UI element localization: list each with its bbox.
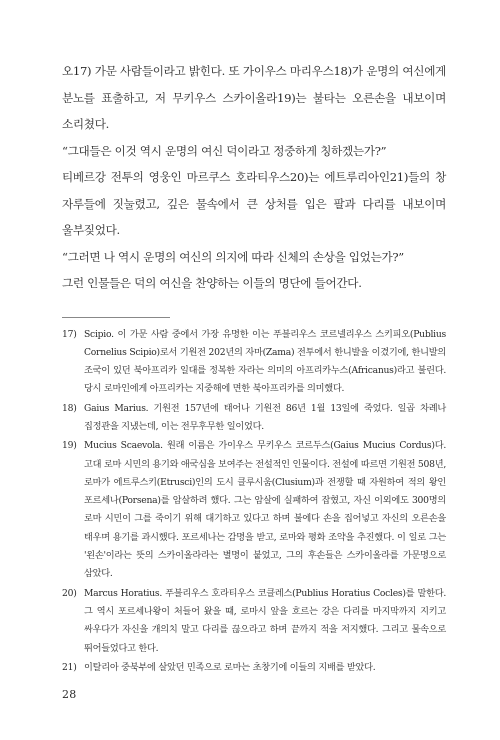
footnote-item (62, 585, 446, 658)
page-number: 28 (62, 688, 77, 701)
footnote-divider (62, 317, 170, 318)
footnote-text: Gaius Marius. 기원전 157년에 태어나 기원전 86년 1월 13일에 죽었다. 일곱 차례나 집정관을 지냈는데, 이는 전무후무한 일이었다. (84, 402, 446, 432)
main-text (62, 58, 446, 297)
paragraph: 오17) 가문 사람들이라고 밝힌다. 또 가이우스 마리우스18)가 운명의 여신에게 분노를 표출하고, 저 무키우스 스카이올라19)는 불타는 오른손을 내보이며 소리쳤다. (62, 64, 446, 131)
footnote-item (62, 326, 446, 399)
footnote-text: Scipio. 이 가문 사람 중에서 가장 유명한 이는 푸블리우스 코르넬리우스 스키피오(Publius Cornelius Scipio)로서 기원전 202년의 자마(Zama) 전투에서 한니발을 이겼기에, 한니발의 조국이 있던 북아프리카 일대를 정복한 자라는 의미의 아프리카누스(Africanus)라고 불린다. 당시 로마인에게 아프리카는 지중해에 면한 북아프리카를 의미했다. (84, 328, 446, 395)
footnote-item (62, 400, 446, 437)
footnote-number: 17) (62, 328, 77, 340)
footnote-item (62, 437, 446, 583)
footnote-number: 18) (62, 402, 77, 414)
paragraph: “그러면 나 역시 운명의 여신의 의지에 따라 신체의 손상을 입었는가?” (62, 249, 404, 264)
footnote-number: 20) (62, 587, 77, 599)
paragraph: 티베르강 전투의 영웅인 마르쿠스 호라티우스20)는 에트루리아인21)들의 창 자루들에 짓눌렸고, 깊은 물속에서 큰 상처를 입은 팔과 다리를 내보이며 울부짖었다. (62, 170, 446, 237)
paragraph: 그런 인물들은 덕의 여신을 찬양하는 이들의 명단에 들어간다. (62, 276, 362, 290)
footnote-text: Mucius Scaevola. 원래 이름은 가이우스 무키우스 코르두스(Gaius Mucius Cordus)다. 고대 로마 시민의 용기와 애국심을 보여주는 전설적인 인물이다. 전설에 따르면 기원전 508년, 로마가 에트루스키(Etrusci)인의 도시 클루시움(Clusium)과 전쟁할 때 자원하여 적의 왕인 포르세나(Porsena)를 암살하려 했다. 그는 암살에 실패하여 잡혔고, 자신 이외에도 300명의 로마 시민이 그를 죽이기 위해 대기하고 있다고 하며 불에다 손을 집어넣고 자신의 오른손을 태우며 용기를 과시했다. 포르세나는 감명을 받고, 로마와 평화 조약을 추진했다. 이 일로 그는 '왼손'이라는 뜻의 스카이올라라는 별명이 붙었고, 그의 후손들은 스카이올라를 가문명으로 삼았다. (84, 440, 447, 580)
paragraph: “그대들은 이것 역시 운명의 여신 덕이라고 정중하게 칭하겠는가?” (62, 143, 387, 158)
footnote-item (62, 659, 446, 677)
footnote-text: Marcus Horatius. 푸블리우스 호라티우스 코클레스(Publius Horatius Cocles)를 말한다. 그 역시 포르세나왕이 처들어 왔을 때, 로마시 앞을 흐르는 강은 다리를 마지막까지 지키고 싸우다가 자신을 개의치 말고 다리를 끊으라고 하며 끝까지 적을 저지했다. 그리고 물속으로 뛰어들었다고 한다. (84, 587, 446, 654)
page-content (62, 58, 446, 678)
footnote-number: 21) (62, 661, 77, 673)
footnote-text: 이탈리아 중북부에 살았던 민족으로 로마는 초창기에 이들의 지배를 받았다. (84, 661, 376, 673)
footnote-number: 19) (62, 440, 77, 452)
footnotes (62, 326, 446, 678)
